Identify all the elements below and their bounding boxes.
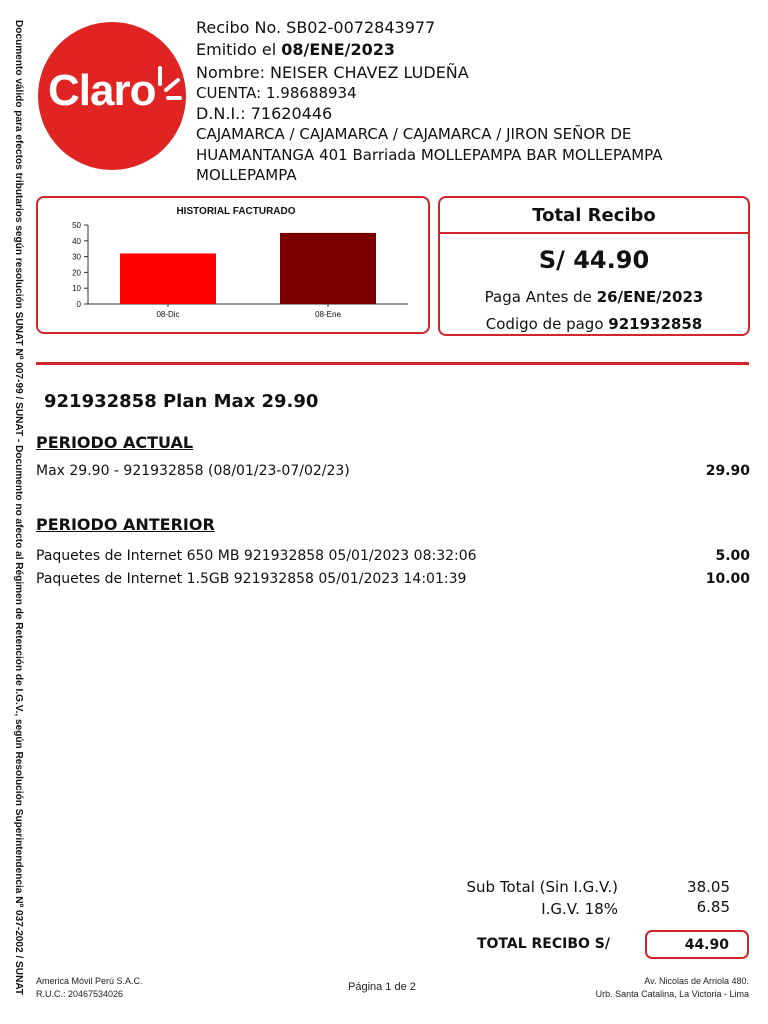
payment-code-line [440, 315, 748, 333]
receipt-number: Recibo No. SB02-0072843977 [196, 18, 436, 37]
section-divider [36, 362, 749, 365]
final-total-value: 44.90 [684, 937, 729, 953]
x-tick-label: 08-Ene [315, 310, 341, 319]
footer-company: America Móvil Perú S.A.C. [36, 976, 143, 986]
plan-title: 921932858 Plan Max 29.90 [44, 391, 319, 412]
current-period-item-amount: 29.90 [705, 463, 750, 479]
issued-date: 08/ENE/2023 [281, 40, 395, 59]
page-number: Página 1 de 2 [348, 981, 416, 993]
total-box-title: Total Recibo [532, 205, 656, 226]
y-tick-label: 50 [72, 221, 81, 230]
y-tick-label: 40 [72, 236, 81, 246]
logo-text: Claro [48, 66, 156, 115]
account-number: CUENTA: 1.98688934 [196, 84, 357, 102]
customer-name: Nombre: NEISER CHAVEZ LUDEÑA [196, 63, 469, 82]
billing-history-box [36, 196, 430, 334]
x-tick-label: 08-Dic [156, 310, 180, 319]
current-period-title: PERIODO ACTUAL [36, 433, 194, 452]
previous-period-item-desc: Paquetes de Internet 1.5GB 921932858 05/01/2023 14:01:39 [36, 571, 467, 587]
current-period-item-desc: Max 29.90 - 921932858 (08/01/23-07/02/23) [36, 463, 350, 479]
chart-title: HISTORIAL FACTURADO [176, 206, 296, 217]
total-receipt-label: TOTAL RECIBO S/ [476, 936, 610, 952]
bar [280, 233, 376, 304]
y-tick-label: 0 [76, 300, 81, 309]
previous-period-item-amount: 5.00 [715, 548, 750, 564]
claro-logo [38, 22, 186, 170]
payment-code-prefix: Codigo de pago [485, 315, 609, 333]
footer-address-2: Urb. Santa Catalina, La Victoria - Lima [595, 989, 749, 999]
issued-line [196, 40, 395, 59]
final-total-box [645, 930, 749, 959]
previous-period-item-amount: 10.00 [705, 571, 750, 587]
total-receipt-box [438, 196, 750, 336]
bar [120, 253, 216, 304]
issued-prefix: Emitido el [196, 40, 282, 59]
address-line-2: HUAMANTANGA 401 Barriada MOLLEPAMPA BAR MOLLEPAMPA [196, 146, 663, 164]
billing-history-chart [38, 198, 428, 332]
legal-side-note: Documento válido para efectos tributarios según resolución SUNAT Nº 007-99 / SUNAT - Documento no afecto al Régimen de Retención de I.G.V., según Resolución Superintendencia Nº 037-2002 / SUNAT [13, 20, 24, 996]
subtotal-value: 38.05 [687, 878, 730, 896]
logo-rays-icon [156, 62, 182, 122]
due-date-line [440, 288, 748, 306]
igv-value: 6.85 [696, 898, 730, 916]
previous-period-item-desc: Paquetes de Internet 650 MB 921932858 05/01/2023 08:32:06 [36, 548, 477, 564]
due-prefix: Paga Antes de [484, 288, 597, 306]
igv-label: I.G.V. 18% [541, 900, 618, 918]
total-box-divider [438, 232, 750, 234]
due-date: 26/ENE/2023 [596, 288, 704, 306]
dni: D.N.I.: 71620446 [196, 104, 333, 123]
subtotal-label: Sub Total (Sin I.G.V.) [466, 878, 618, 896]
total-amount: S/ 44.90 [538, 246, 650, 274]
address-line-1: CAJAMARCA / CAJAMARCA / CAJAMARCA / JIRON SEÑOR DE [196, 125, 632, 143]
payment-code: 921932858 [608, 315, 703, 333]
previous-period-title: PERIODO ANTERIOR [36, 515, 215, 534]
y-tick-label: 30 [72, 252, 81, 262]
address-line-3: MOLLEPAMPA [196, 166, 297, 184]
footer-address-1: Av. Nicolas de Arriola 480. [644, 976, 749, 986]
footer-ruc: R.U.C.: 20467534026 [36, 989, 124, 999]
y-tick-label: 20 [72, 268, 81, 278]
y-tick-label: 10 [72, 284, 81, 294]
